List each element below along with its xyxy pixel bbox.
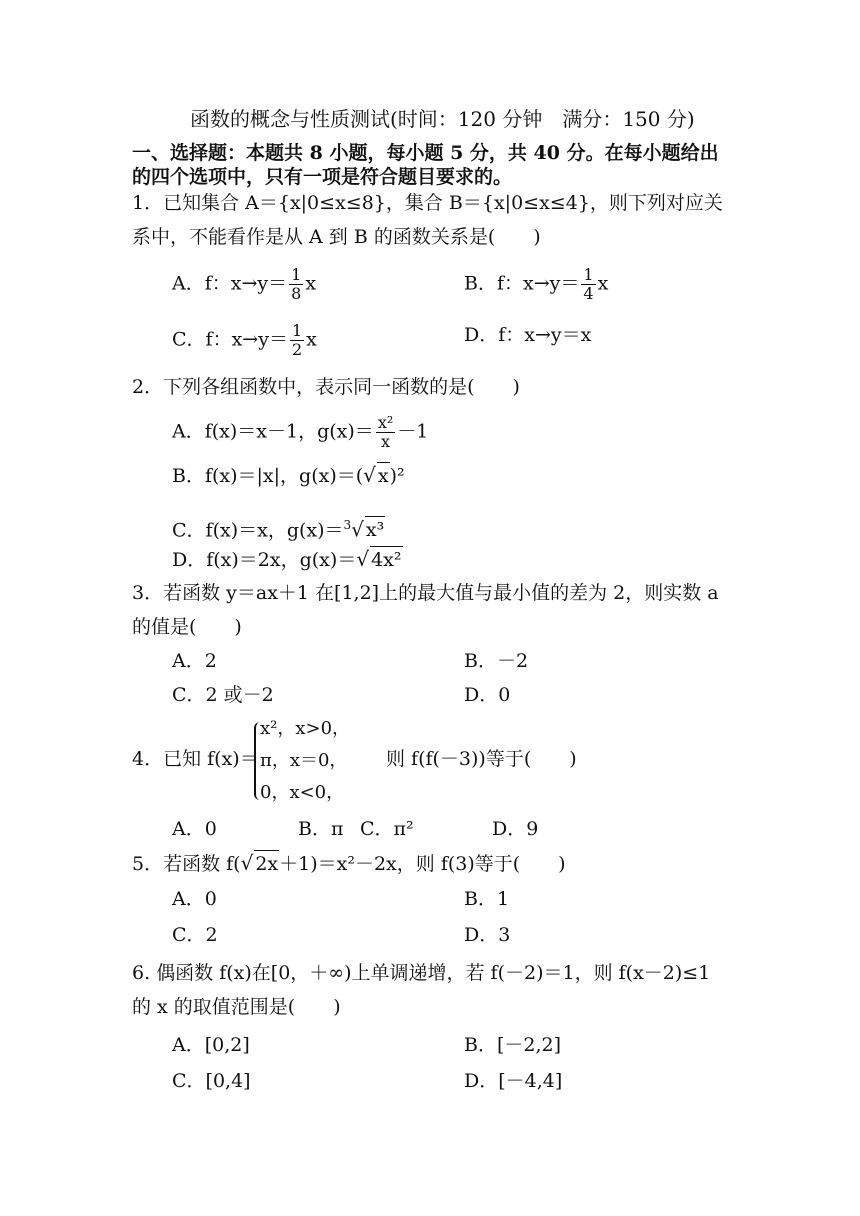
q4-option-d: D．9	[492, 818, 539, 840]
document-title: 函数的概念与性质测试(时间：120 分钟 满分：150 分)	[190, 107, 695, 131]
q1-stem-line1: 1．已知集合 A＝{x|0≤x≤8}，集合 B＝{x|0≤x≤4}，则下列对应关	[132, 192, 723, 214]
q5-option-c: C．2	[172, 924, 218, 946]
q2-option-d: D．f(x)＝2x，g(x)＝√ 4x²	[172, 547, 402, 571]
section-heading-line1: 一、选择题：本题共 8 小题，每小题 5 分，共 40 分。在每小题给出	[132, 142, 719, 164]
q5-option-b: B．1	[464, 888, 510, 910]
q4-case-2: π，x＝0，	[260, 750, 348, 771]
q6-option-b: B．[－2,2]	[464, 1034, 562, 1056]
sqrt-sign-icon: √	[356, 547, 370, 571]
q1-b-fraction: $\frac{1}{4}$	[583, 265, 594, 303]
q3-option-d: D．0	[464, 684, 511, 706]
q6-option-d: D．[－4,4]	[464, 1070, 563, 1092]
q1-stem-line2: 系中，不能看作是从 A 到 B 的函数关系是( )	[132, 226, 541, 248]
q1-option-c: C．f：x→y＝ $\frac{1}{2}$ x	[172, 321, 317, 359]
q1-a-fraction: $\frac{1}{8}$	[291, 265, 302, 303]
q3-option-b: B．－2	[464, 650, 529, 672]
section-heading-line2: 的四个选项中，只有一项是符合题目要求的。	[132, 166, 513, 188]
q2-option-a: A．f(x)＝x－1，g(x)＝ $\frac{\text{x²}}{x}$ －1	[172, 413, 429, 451]
q4-case-3: 0，x<0，	[260, 782, 345, 803]
q6-option-c: C．[0,4]	[172, 1070, 251, 1092]
q6-option-a: A．[0,2]	[172, 1034, 250, 1056]
q5-option-a: A．0	[172, 888, 217, 910]
q3-option-c: C．2 或－2	[172, 684, 274, 706]
q4-stem-suffix: 则 f(f(－3))等于( )	[386, 748, 577, 770]
q3-stem-line2: 的值是( )	[132, 616, 242, 638]
q4-stem-prefix: 4．已知 f(x)＝	[132, 748, 259, 770]
q4-option-c: C．π²	[360, 818, 414, 840]
q5-stem: 5．若函数 f(√ 2x＋1)＝x²－2x，则 f(3)等于( )	[132, 851, 566, 875]
q2-option-b: B．f(x)＝|x|，g(x)＝(√ x)²	[172, 463, 405, 487]
q3-stem-line1: 3．若函数 y＝ax＋1 在[1,2]上的最大值与最小值的差为 2，则实数 a	[132, 582, 719, 604]
q4-option-b: B．π	[298, 818, 344, 840]
q4-option-a: A．0	[172, 818, 217, 840]
q5-option-d: D．3	[464, 924, 511, 946]
q6-stem-line2: 的 x 的取值范围是( )	[132, 996, 341, 1018]
sqrt-sign-icon: √	[240, 851, 254, 875]
q3-option-a: A．2	[172, 650, 217, 672]
q6-stem-line1: 6. 偶函数 f(x)在[0，＋∞)上单调递增，若 f(－2)＝1，则 f(x－2)≤1	[132, 962, 711, 984]
q1-option-d: D．f：x→y＝x	[464, 324, 592, 346]
q2-a-fraction: $\frac{\text{x²}}{x}$	[377, 413, 394, 451]
cube-root-sign-icon: √	[351, 517, 364, 542]
sqrt-sign-icon: √	[363, 463, 376, 487]
q4-case-1: x²，x>0，	[260, 718, 351, 739]
q1-option-b: B．f：x→y＝ $\frac{1}{4}$ x	[464, 265, 609, 303]
q2-option-c: C．f(x)＝x，g(x)＝$^3$√ x³	[172, 517, 385, 542]
q1-option-a: A．f：x→y＝ $\frac{1}{8}$ x	[172, 265, 317, 303]
q2-stem: 2．下列各组函数中，表示同一函数的是( )	[132, 376, 520, 398]
q1-c-fraction: $\frac{1}{2}$	[291, 321, 303, 359]
